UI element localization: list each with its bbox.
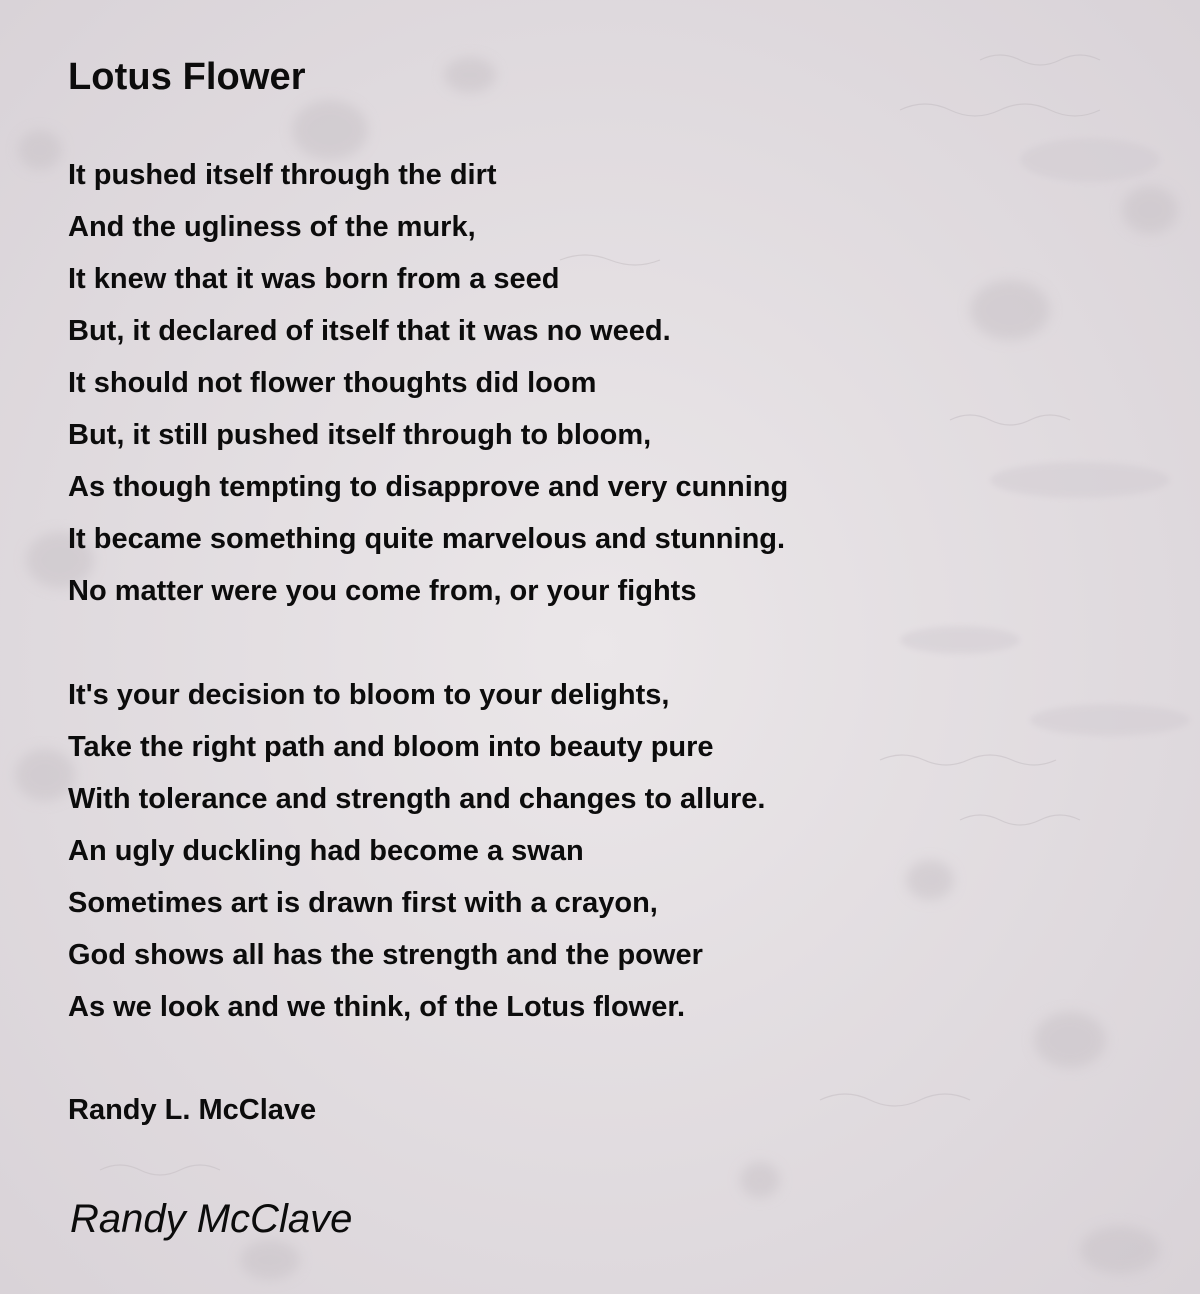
author-signature: Randy McClave <box>70 1197 353 1241</box>
poem-line: But, it declared of itself that it was no weed. <box>68 315 671 347</box>
poem-line: Sometimes art is drawn first with a crayon, <box>68 887 658 919</box>
poem-line: It's your decision to bloom to your delights, <box>68 679 670 711</box>
poem-line: It knew that it was born from a seed <box>68 263 560 295</box>
author-line: Randy L. McClave <box>68 1094 317 1126</box>
poem-line: And the ugliness of the murk, <box>68 211 476 243</box>
poem-line: As though tempting to disapprove and very cunning <box>68 471 789 503</box>
poem-line: An ugly duckling had become a swan <box>68 835 584 867</box>
poem-line: It should not flower thoughts did loom <box>68 367 597 399</box>
poem-line: It became something quite marvelous and stunning. <box>68 523 786 555</box>
poem-line: But, it still pushed itself through to bloom, <box>68 419 652 451</box>
poem-line: As we look and we think, of the Lotus flower. <box>68 991 686 1023</box>
poem-line: Take the right path and bloom into beauty pure <box>68 731 714 763</box>
poem-line: No matter were you come from, or your fights <box>68 575 697 607</box>
poem-line: God shows all has the strength and the power <box>68 939 703 971</box>
poem-title: Lotus Flower <box>68 56 306 98</box>
poem-line: It pushed itself through the dirt <box>68 159 497 191</box>
poem-line: With tolerance and strength and changes to allure. <box>68 783 766 815</box>
